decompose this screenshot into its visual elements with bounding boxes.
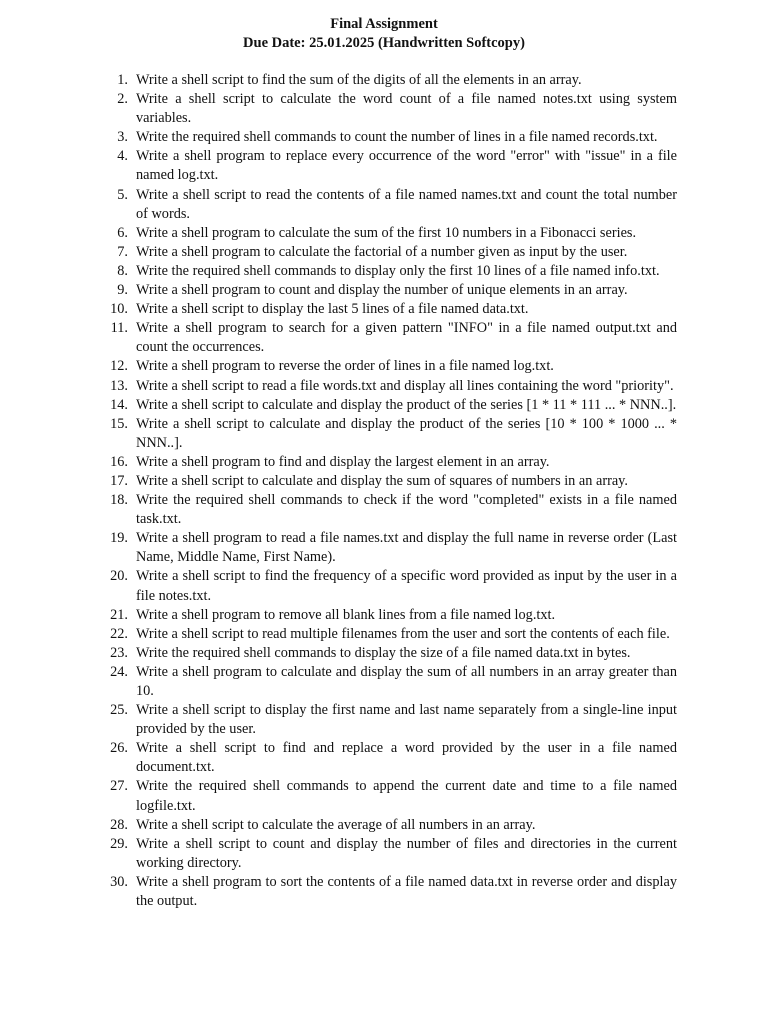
due-date: Due Date: 25.01.2025 (Handwritten Softcopy) [243,35,525,51]
question-text: Write a shell script to calculate and display the product of the series [10 * 100 * 1000 ... * NNN..]. [136,415,677,451]
question-number: 6. [117,224,128,241]
question-text: Write a shell script to display the first name and last name separately from a single-line input provided by the user. [136,702,677,738]
question-number: 22. [110,625,128,642]
question-number: 21. [110,606,128,623]
question-text: Write a shell program to find and display the largest element in an array. [136,453,550,470]
question-text: Write a shell script to calculate and display the product of the series [1 * 11 * 111 ... * NNN..]. [136,396,677,413]
question-number: 8. [117,262,128,279]
question-item [100,739,677,777]
question-number: 17. [110,472,128,489]
question-text: Write a shell program to sort the contents of a file named data.txt in reverse order and display the output. [136,873,677,910]
question-item [100,453,677,472]
question-number: 14. [110,396,128,413]
question-number: 3. [117,129,128,146]
question-text: Write a shell script to find the sum of the digits of all the elements in an array. [136,72,582,88]
question-text: Write a shell script to find and replace a word provided by the user in a file named document.txt. [136,740,677,776]
question-item [100,491,677,529]
question-item [100,873,677,911]
question-number: 24. [110,663,128,680]
question-number: 12. [110,358,128,375]
question-item [100,262,677,281]
question-item [100,415,677,453]
question-item [100,243,677,262]
question-item [100,644,677,663]
question-number: 10. [110,301,128,318]
question-number: 19. [110,530,128,547]
question-item [100,472,677,491]
question-item [100,186,677,224]
question-text: Write a shell program to search for a given pattern "INFO" in a file named output.txt and count the occurrences. [136,320,677,356]
question-number: 1. [117,72,128,88]
assignment-title: Final Assignment [330,16,438,32]
question-number: 13. [110,377,128,394]
question-item [100,396,677,415]
question-number: 2. [117,91,128,108]
question-item [100,567,677,605]
question-number: 4. [117,148,128,165]
question-text: Write the required shell commands to display only the first 10 lines of a file named info.txt. [136,262,660,279]
question-item [100,300,677,319]
question-text: Write a shell script to calculate and display the sum of squares of numbers in an array. [136,472,628,489]
question-item [100,224,677,243]
question-number: 20. [110,568,128,585]
question-text: Write a shell script to read multiple filenames from the user and sort the contents of each file. [136,625,670,642]
question-item [100,71,677,90]
question-number: 25. [110,702,128,719]
question-item [100,377,677,396]
question-text: Write the required shell commands to display the size of a file named data.txt in bytes. [136,644,631,661]
question-list [100,71,677,911]
question-number: 30. [110,873,128,890]
question-item [100,128,677,147]
question-number: 11. [110,320,128,337]
question-text: Write the required shell commands to append the current date and time to a file named logfile.txt. [136,778,677,814]
question-item [100,835,677,873]
question-text: Write a shell script to read a file words.txt and display all lines containing the word "priority". [136,377,674,394]
question-item [100,529,677,567]
question-number: 28. [110,816,128,833]
question-text: Write the required shell commands to count the number of lines in a file named records.txt. [136,129,658,146]
question-number: 29. [110,835,128,852]
question-item [100,701,677,739]
question-text: Write a shell script to count and display the number of files and directories in the current working directory. [136,835,677,871]
question-text: Write a shell script to calculate the word count of a file named notes.txt using system variables. [136,91,677,127]
question-number: 9. [117,282,128,299]
question-text: Write a shell program to calculate the sum of the first 10 numbers in a Fibonacci series. [136,224,637,241]
question-item [100,357,677,376]
document-header [0,15,768,53]
question-number: 15. [110,415,128,432]
question-text: Write a shell script to calculate the average of all numbers in an array. [136,816,536,833]
question-number: 18. [110,492,128,509]
question-text: Write a shell program to read a file names.txt and display the full name in reverse order (Last Name, Middle Name, First Name). [136,530,677,566]
question-text: Write a shell program to replace every occurrence of the word "error" with "issue" in a file named log.txt. [136,148,677,184]
question-text: Write a shell program to remove all blank lines from a file named log.txt. [136,606,556,623]
question-text: Write the required shell commands to check if the word "completed" exists in a file named task.txt. [136,492,677,528]
question-text: Write a shell script to read the contents of a file named names.txt and count the total number of words. [136,186,677,222]
question-text: Write a shell program to reverse the order of lines in a file named log.txt. [136,358,554,375]
question-item [100,625,677,644]
question-item [100,90,677,128]
question-item [100,816,677,835]
question-text: Write a shell program to calculate and display the sum of all numbers in an array greater than 10. [136,663,677,699]
question-number: 23. [110,644,128,661]
question-item [100,147,677,185]
question-number: 27. [110,778,128,795]
question-number: 7. [117,243,128,260]
question-item [100,777,677,815]
question-text: Write a shell program to calculate the factorial of a number given as input by the user. [136,243,628,260]
question-item [100,606,677,625]
question-text: Write a shell program to count and display the number of unique elements in an array. [136,282,628,299]
question-text: Write a shell script to find the frequency of a specific word provided as input by the user in a file notes.txt. [136,568,677,604]
question-item [100,319,677,357]
question-text: Write a shell script to display the last 5 lines of a file named data.txt. [136,301,529,318]
question-item [100,281,677,300]
question-number: 26. [110,740,128,757]
question-item [100,663,677,701]
question-number: 16. [110,453,128,470]
question-number: 5. [117,186,128,203]
